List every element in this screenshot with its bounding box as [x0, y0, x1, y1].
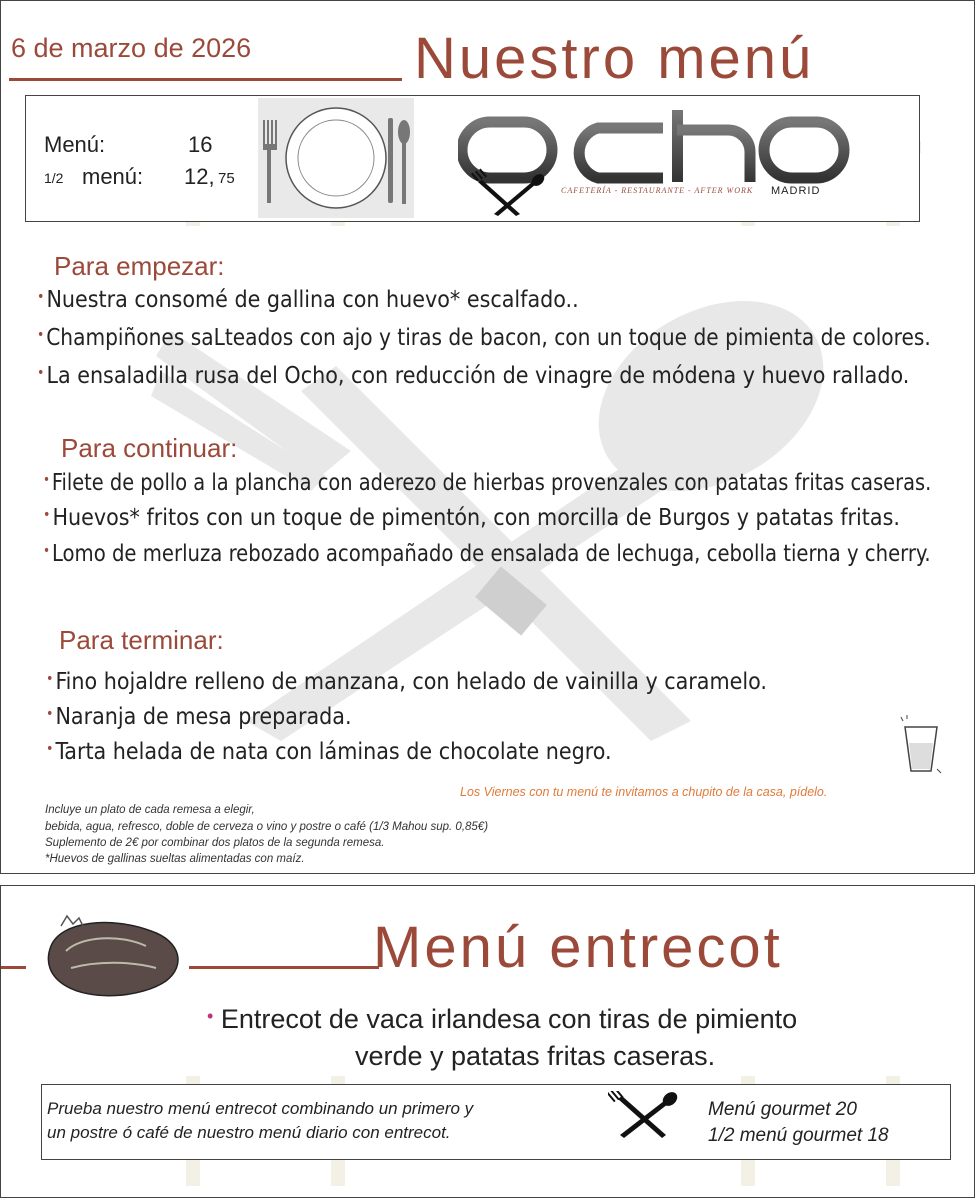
footnote-3: Suplemento de 2€ por combinar dos platos de la segunda remesa. [45, 837, 385, 849]
friday-invite-note: Los Viernes con tu menú te invitamos a chupito de la casa, pídelo. [460, 785, 828, 799]
dish-text: Naranja de mesa preparada. [55, 704, 352, 730]
half-menu-value: 12, [184, 164, 215, 189]
dish-text: Huevos* fritos con un toque de pimentón, con morcilla de Burgos y patatas fritas. [52, 505, 900, 531]
list-item [46, 704, 352, 730]
fork-spoon-icon [608, 1091, 678, 1139]
section-heading-starters: Para empezar: [54, 251, 225, 281]
bullet-icon: • [207, 1006, 214, 1026]
dish-text: Lomo de merluza rebozado acompañado de ensalada de lechuga, cebolla tierna y cherry. [51, 541, 931, 567]
plate-cutlery-icon [258, 98, 414, 218]
promo-text-line1: Prueba nuestro menú entrecot combinando un primero y [47, 1099, 474, 1118]
menu-price-value: 16 [188, 132, 213, 157]
list-item [37, 363, 909, 389]
bullet-icon: • [37, 327, 45, 343]
list-item [43, 505, 900, 531]
gourmet-promo-box [41, 1084, 951, 1160]
bullet-icon: • [43, 507, 51, 523]
title-underline-left [1, 966, 26, 969]
promo-text-line2: un postre ó café de nuestro menú diario con entrecot. [47, 1123, 451, 1142]
section-heading-mains: Para continuar: [61, 433, 238, 463]
half-menu-label: menú: [82, 164, 144, 189]
half-menu-cents: 75 [218, 170, 235, 187]
half-gourmet-price: 1/2 menú gourmet 18 [708, 1125, 889, 1146]
bullet-icon: • [46, 741, 54, 757]
bullet-icon: • [43, 543, 51, 559]
bullet-icon: • [37, 289, 45, 305]
dish-text: Entrecot de vaca irlandesa con tiras de pimiento [220, 1004, 798, 1034]
bullet-icon: • [43, 472, 50, 488]
entrecot-menu-panel [0, 885, 975, 1198]
footnote-1: Incluye un plato de cada remesa a elegir, [45, 804, 255, 816]
price-logo-box [25, 95, 920, 222]
ocho-logo-graphic [458, 110, 858, 218]
menu-price-label: Menú: [44, 132, 106, 157]
entrecot-dish-line1 [207, 1004, 797, 1035]
date-underline [9, 78, 402, 81]
shot-glass-icon [897, 713, 943, 775]
menu-date: 6 de marzo de 2026 [11, 33, 252, 63]
logo-city: MADRID [771, 185, 821, 197]
dish-text: Fino hojaldre relleno de manzana, con helado de vainilla y caramelo. [55, 669, 767, 695]
half-menu-prefix: 1/2 [44, 170, 64, 186]
gourmet-price: Menú gourmet 20 [708, 1099, 857, 1120]
list-item [46, 739, 612, 765]
bullet-icon: • [46, 706, 54, 722]
title-underline-right [189, 966, 379, 969]
list-item [43, 470, 931, 496]
dish-text: Filete de pollo a la plancha con aderezo de hierbas provenzales con patatas fritas caseras. [51, 470, 932, 496]
page-title: Nuestro menú [414, 26, 815, 91]
entrecot-dish-line2: verde y patatas fritas caseras. [355, 1041, 716, 1071]
bullet-icon: • [37, 365, 45, 381]
dish-text: Tarta helada de nata con láminas de chocolate negro. [55, 739, 612, 765]
section-heading-desserts: Para terminar: [59, 625, 224, 655]
footnote-2: bebida, agua, refresco, doble de cerveza o vino y postre o café (1/3 Mahou sup. 0,85€) [45, 821, 489, 833]
entrecot-title: Menú entrecot [373, 915, 783, 980]
list-item [43, 541, 931, 567]
footnote-4: *Huevos de gallinas sueltas alimentadas con maíz. [45, 853, 305, 865]
dish-text: Nuestra consomé de gallina con huevo* escalfado.. [46, 287, 579, 313]
dish-text: La ensaladilla rusa del Ocho, con reducción de vinagre de módena y huevo rallado. [46, 363, 910, 389]
list-item [37, 325, 931, 351]
list-item [37, 287, 579, 313]
logo-tagline: CAFETERÍA - RESTAURANTE - AFTER WORK [561, 186, 754, 195]
steak-icon [41, 906, 191, 1006]
list-item [46, 669, 767, 695]
dish-text: Champiñones saLteados con ajo y tiras de bacon, con un toque de pimienta de colores. [46, 325, 931, 351]
bullet-icon: • [46, 671, 54, 687]
